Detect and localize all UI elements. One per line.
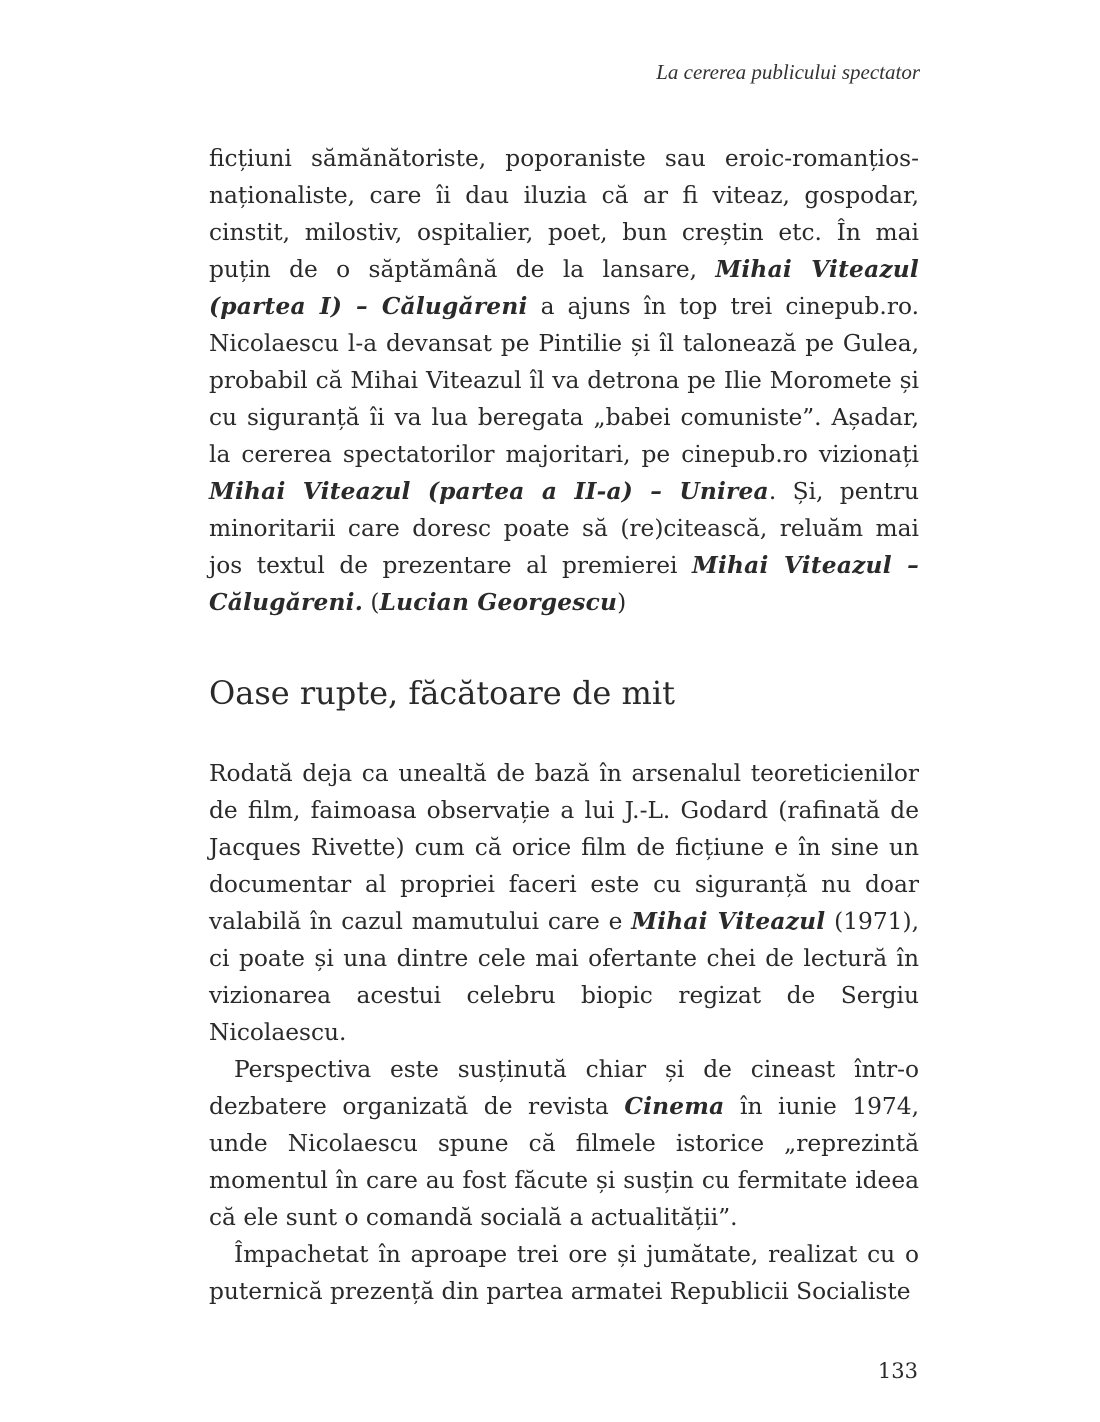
magazine-title: Cinema bbox=[624, 1093, 725, 1120]
text-run: în iunie 1974, unde Nicolaescu spune că filmele istorice „reprezintă momentul în care au fost făcute și susțin cu fermitate ideea că ele sunt o comandă socială a actualității”. bbox=[209, 1093, 919, 1231]
body-paragraph bbox=[209, 1236, 919, 1310]
film-title: Mihai Viteazul (partea a II-a) – Unirea bbox=[209, 478, 769, 505]
text-run: ficțiuni sămănătoriste, poporaniste sau eroic-romanțios-naționaliste, care îi dau iluzia că ar fi viteaz, gospodar, cinstit, milostiv, ospitalier, poet, bun creștin etc. În mai puțin de o săptămână de la lansare, bbox=[209, 145, 919, 283]
author-name: Lucian Georgescu bbox=[379, 589, 618, 616]
intro-paragraph bbox=[209, 140, 919, 621]
text-run: Perspectiva este susținută chiar și de cineast într-o dezbatere organizată de revista bbox=[209, 1056, 919, 1120]
intro-block bbox=[209, 140, 919, 621]
running-head: La cererea publicului spectator bbox=[656, 60, 920, 84]
film-title: Mihai Viteazul (partea I) – Călugăreni bbox=[209, 256, 919, 320]
page-number: 133 bbox=[877, 1359, 918, 1383]
text-run: a ajuns în top trei cinepub.ro. Nicolaescu l-a devansat pe Pintilie și îl talonează pe Gulea, probabil că Mihai Viteazul îl va detrona pe Ilie Moromete și cu siguranță îi va lua beregata „babei comuniste”. Așadar, la cererea spectatorilor majoritari, pe cinepub.ro vizionați bbox=[209, 293, 919, 468]
text-run: ( bbox=[363, 589, 380, 616]
section-heading: Oase rupte, făcătoare de mit bbox=[209, 674, 675, 712]
section-body bbox=[209, 755, 919, 1310]
film-title: Mihai Viteazul bbox=[631, 908, 826, 935]
text-run: . Și, pentru minoritarii care doresc poate să (re)citească, reluăm mai jos textul de prezentare al premierei bbox=[209, 478, 919, 579]
text-run: Împachetat în aproape trei ore și jumătate, realizat cu o puternică prezență din partea armatei Republicii Socialiste bbox=[209, 1241, 919, 1305]
text-run: (1971), ci poate și una dintre cele mai ofertante chei de lectură în vizionarea acestui celebru biopic regizat de Sergiu Nicolaescu. bbox=[209, 908, 919, 1046]
text-run: Rodată deja ca unealtă de bază în arsenalul teoreticienilor de film, faimoasa observație a lui J.-L. Godard (rafinată de Jacques Rivette) cum că orice film de ficțiune e în sine un documentar al propriei faceri este cu siguranță nu doar valabilă în cazul mamutului care e bbox=[209, 760, 919, 935]
body-paragraph bbox=[209, 755, 919, 1051]
film-title: Mihai Viteazul – Călugăreni. bbox=[209, 552, 919, 616]
body-paragraph bbox=[209, 1051, 919, 1236]
text-run: ) bbox=[617, 589, 627, 616]
